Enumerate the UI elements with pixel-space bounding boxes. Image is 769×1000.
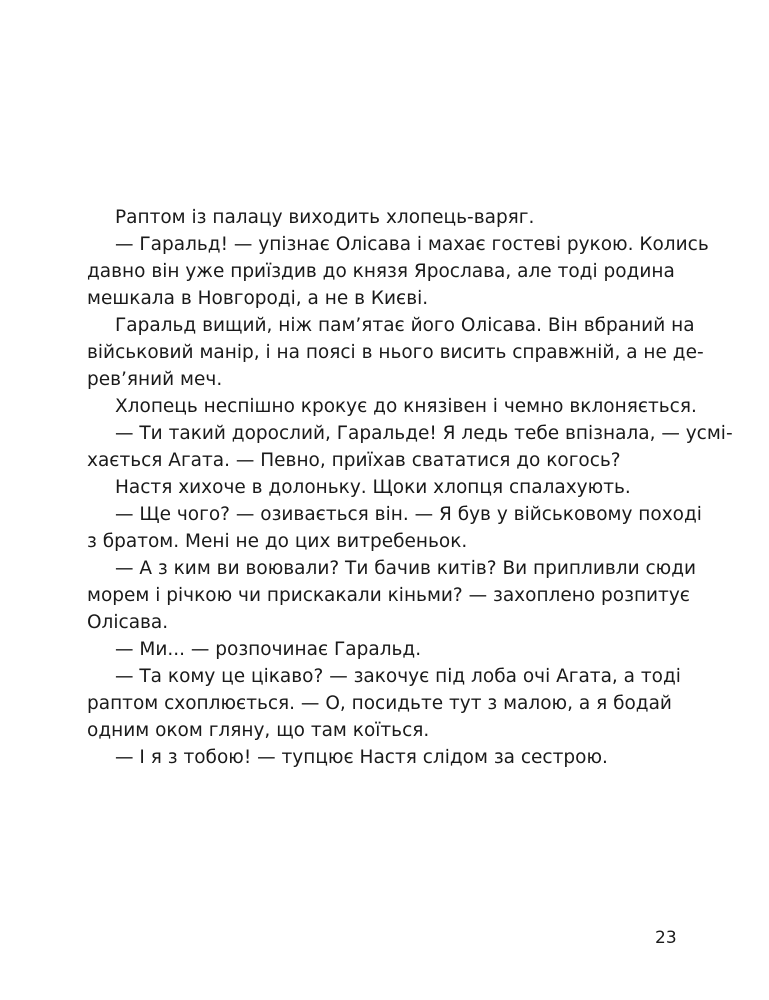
text-line: — Та кому це цікаво? — закочує під лоба очі Агата, а тоді [115,666,681,687]
text-line: Настя хихоче в долоньку. Щоки хлопця спалахують. [115,477,631,498]
text-line: військовий манір, і на поясі в нього висить справжній, а не де- [87,342,704,363]
text-line: — А з ким ви воювали? Ти бачив китів? Ви припливли сюди [115,558,697,579]
text-line: — Ще чого? — озивається він. — Я був у військовому поході [115,504,702,525]
text-line: — Ми... — розпочинає Гаральд. [115,639,422,660]
text-line: давно він уже приїздив до князя Ярослава, але тоді родина [87,261,675,282]
text-line: одним оком гляну, що там коїться. [87,720,430,741]
text-line: раптом схоплюється. — О, посидьте тут з малою, а я бодай [87,693,672,714]
text-line: — І я з тобою! — тупцює Настя слідом за сестрою. [115,747,608,768]
text-line: морем і річкою чи прискакали кіньми? — захоплено розпитує [87,585,690,606]
text-line: Олісава. [87,612,169,633]
text-line: — Ти такий дорослий, Гаральде! Я ледь тебе впізнала, — усмі- [115,423,733,444]
text-line: Раптом із палацу виходить хлопець-варяг. [115,207,535,228]
page-number: 23 [655,928,677,948]
text-line: рев’яний меч. [87,369,223,390]
text-line: мешкала в Новгороді, а не в Києві. [87,288,429,309]
text-line: Гаральд вищий, ніж пам’ятає його Олісава. Він вбраний на [115,315,695,336]
text-line: хається Агата. — Певно, приїхав свататися до когось? [87,450,621,471]
text-line: — Гаральд! — упізнає Олісава і махає гостеві рукою. Колись [115,234,709,255]
text-line: Хлопець неспішно крокує до князівен і чемно вклоняється. [115,396,697,417]
text-line: з братом. Мені не до цих витребеньок. [87,531,468,552]
